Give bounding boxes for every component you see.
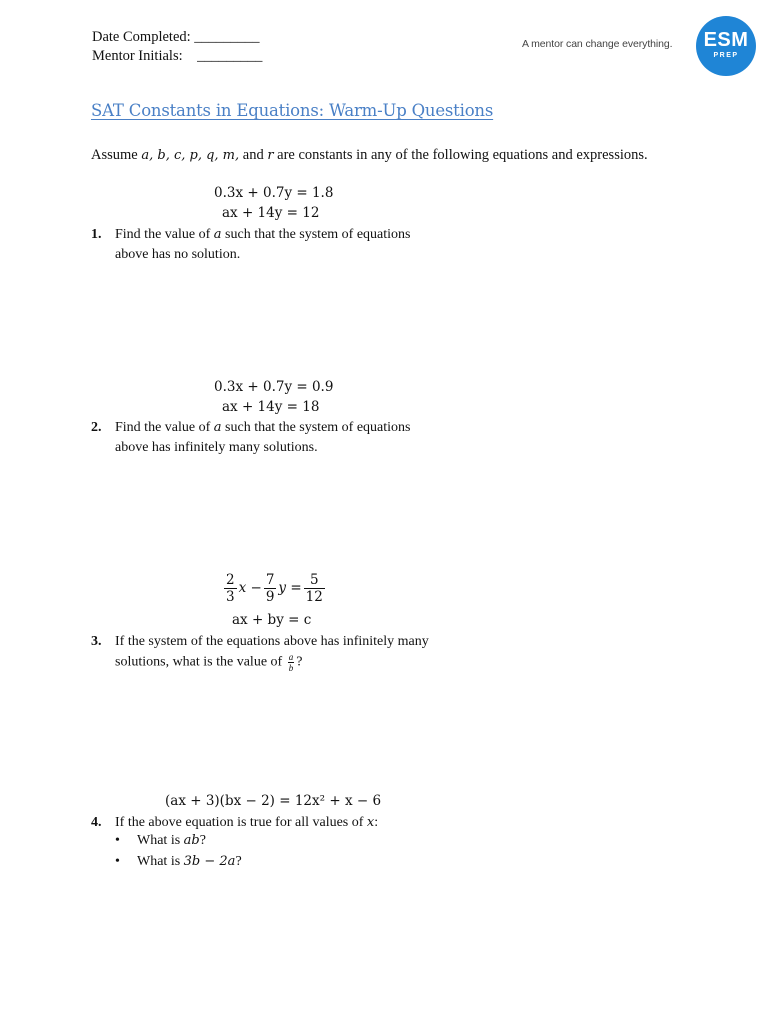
question-4 — [91, 813, 378, 833]
q4-text-a: If the above equation is true for all values of — [115, 815, 367, 830]
q4-number: 4. — [91, 815, 102, 830]
q3-text-a: If the system of the equations above has infinitely many — [115, 634, 429, 649]
q3-frac-1 — [224, 572, 237, 605]
q3-frac-2-num: 7 — [265, 572, 275, 588]
q1-equation-1: 0.3x + 0.7y = 1.8 — [214, 185, 334, 201]
intro-var-r: r — [267, 148, 274, 163]
q3-frac-3-num: 5 — [304, 572, 325, 589]
q4-text-b: : — [374, 815, 379, 830]
q3-frac-3-den: 12 — [305, 589, 323, 605]
q4-b2-post: ? — [235, 854, 242, 869]
q1-text-a: Find the value of — [115, 227, 214, 242]
bullet-icon: • — [115, 833, 120, 848]
q4-b1-post: ? — [199, 833, 206, 848]
intro-mid: and — [239, 147, 268, 163]
q3-frac-2 — [264, 572, 277, 605]
q1-var: a — [213, 227, 222, 242]
q4-b1-pre: What is — [137, 833, 184, 848]
q2-equation-2: ax + 14y = 18 — [222, 399, 320, 415]
q4-bullet-2 — [115, 854, 242, 870]
q3-frac-1-num: 2 — [226, 572, 235, 588]
q4-var: x — [366, 815, 375, 830]
q1-equation-2: ax + 14y = 12 — [222, 205, 320, 221]
q4-equation: (ax + 3)(bx − 2) = 12x² + x − 6 — [165, 793, 382, 809]
q3-frac-2-den: 9 — [265, 589, 275, 605]
q2-text-c: above has infinitely many solutions. — [115, 440, 318, 455]
esm-prep-logo — [696, 16, 756, 76]
question-2 — [91, 418, 411, 458]
intro-vars: a, b, c, p, q, m, — [141, 148, 240, 163]
q3-frac-b: b — [288, 663, 294, 673]
q1-text-b: such that the system of equations — [221, 227, 411, 242]
q3-text-c: ? — [296, 654, 303, 670]
logo-subtext: PREP — [713, 52, 739, 59]
q2-equation-1: 0.3x + 0.7y = 0.9 — [214, 379, 334, 395]
q4-b1-var: ab — [183, 833, 200, 848]
q2-number: 2. — [91, 420, 102, 435]
q3-text-b: solutions, what is the value of — [115, 654, 286, 670]
q2-var: a — [213, 420, 222, 435]
q3-frac-a: a — [288, 652, 294, 662]
bullet-icon: • — [115, 854, 120, 869]
mentor-initials-field: Mentor Initials: _________ — [92, 48, 263, 64]
logo-text: ESM — [703, 29, 749, 51]
q3-equation-1 — [222, 572, 327, 605]
page-title: SAT Constants in Equations: Warm-Up Questions — [91, 101, 494, 120]
q3-frac-3 — [304, 572, 325, 605]
q4-b2-var: 3b − 2a — [183, 854, 236, 869]
date-completed-field: Date Completed: _________ — [92, 29, 260, 45]
q3-number: 3. — [91, 634, 102, 649]
q4-b2-pre: What is — [137, 854, 184, 869]
q4-bullet-1 — [115, 833, 206, 849]
q1-text-c: above has no solution. — [115, 247, 241, 262]
intro-pre: Assume — [91, 147, 142, 163]
q1-number: 1. — [91, 227, 102, 242]
question-1 — [91, 225, 411, 265]
q3-frac-1-den: 3 — [226, 589, 235, 605]
question-3 — [91, 632, 429, 673]
q3-y: y = — [278, 580, 302, 596]
q3-frac-a-over-b — [288, 652, 295, 673]
intro-text — [91, 147, 648, 164]
q3-equation-2: ax + by = c — [232, 612, 312, 628]
tagline: A mentor can change everything. — [522, 38, 673, 50]
q2-text-a: Find the value of — [115, 420, 214, 435]
q2-text-b: such that the system of equations — [221, 420, 411, 435]
q3-x: x − — [238, 580, 262, 596]
intro-post: are constants in any of the following equations and expressions. — [273, 147, 648, 163]
